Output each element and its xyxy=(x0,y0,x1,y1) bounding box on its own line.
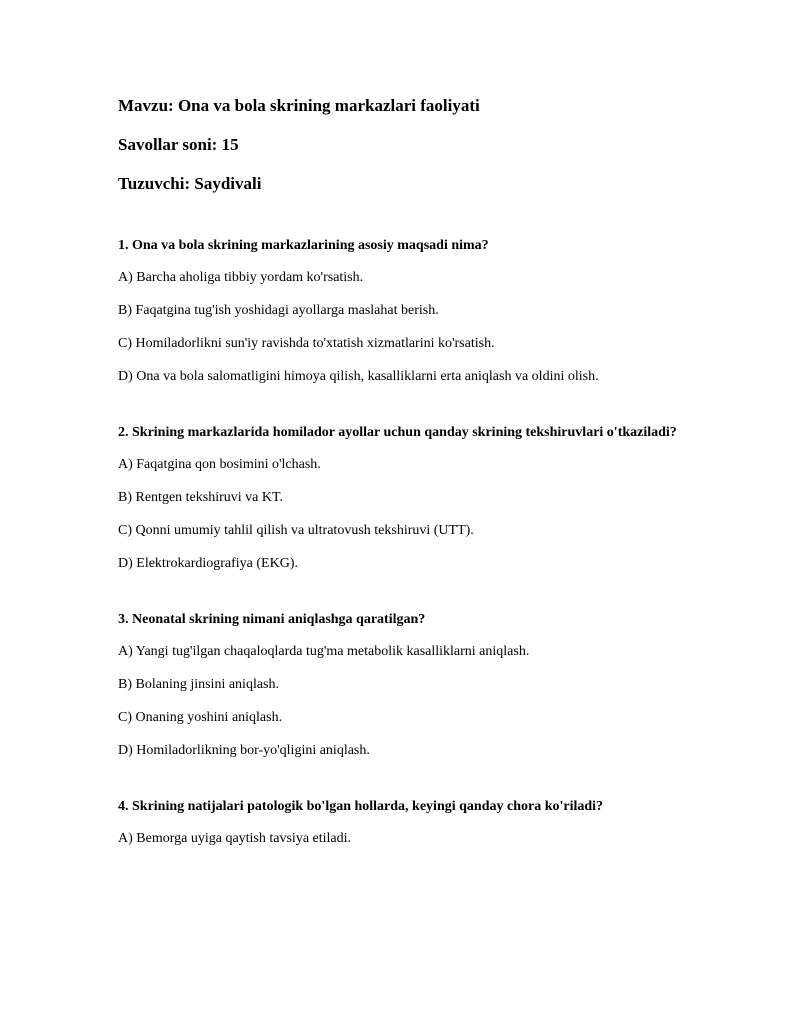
option-d: D) Homiladorlikning bor-yo'qligini aniqlash. xyxy=(118,743,370,758)
option-a: A) Faqatgina qon bosimini o'lchash. xyxy=(118,457,321,472)
question-1 xyxy=(118,235,678,386)
question-text: 4. Skrining natijalari patologik bo'lgan hollarda, keyingi qanday chora ko'riladi? xyxy=(118,799,604,814)
option-a: A) Barcha aholiga tibbiy yordam ko'rsatish. xyxy=(118,270,364,285)
option-c: C) Onaning yoshini aniqlash. xyxy=(118,710,283,725)
author-line: Tuzuvchi: Saydivali xyxy=(118,174,262,193)
option-b: B) Bolaning jinsini aniqlash. xyxy=(118,677,279,692)
option-b: B) Faqatgina tug'ish yoshidagi ayollarga maslahat berish. xyxy=(118,303,439,318)
document-page xyxy=(118,95,678,884)
question-text: 2. Skrining markazlarida homilador ayollar uchun qanday skrining tekshiruvlari o'tkaziladi? xyxy=(118,425,677,440)
option-d: D) Elektrokardiografiya (EKG). xyxy=(118,556,298,571)
option-a: A) Bemorga uyiga qaytish tavsiya etiladi. xyxy=(118,831,352,846)
option-c: C) Homiladorlikni sun'iy ravishda to'xtatish xizmatlarini ko'rsatish. xyxy=(118,336,495,351)
option-d: D) Ona va bola salomatligini himoya qilish, kasalliklarni erta aniqlash va oldini olish. xyxy=(118,369,599,384)
option-b: B) Rentgen tekshiruvi va KT. xyxy=(118,490,283,505)
question-text: 1. Ona va bola skrining markazlarining asosiy maqsadi nima? xyxy=(118,238,489,253)
topic-line: Mavzu: Ona va bola skrining markazlari faoliyati xyxy=(118,96,480,115)
option-a: A) Yangi tug'ilgan chaqaloqlarda tug'ma metabolik kasalliklarni aniqlash. xyxy=(118,644,530,659)
question-3 xyxy=(118,609,678,760)
question-text: 3. Neonatal skrining nimani aniqlashga qaratilgan? xyxy=(118,612,426,627)
option-c: C) Qonni umumiy tahlil qilish va ultratovush tekshiruvi (UTT). xyxy=(118,523,474,538)
question-count-line: Savollar soni: 15 xyxy=(118,135,239,154)
question-2 xyxy=(118,422,678,573)
document-header xyxy=(118,95,678,195)
question-4 xyxy=(118,796,678,848)
